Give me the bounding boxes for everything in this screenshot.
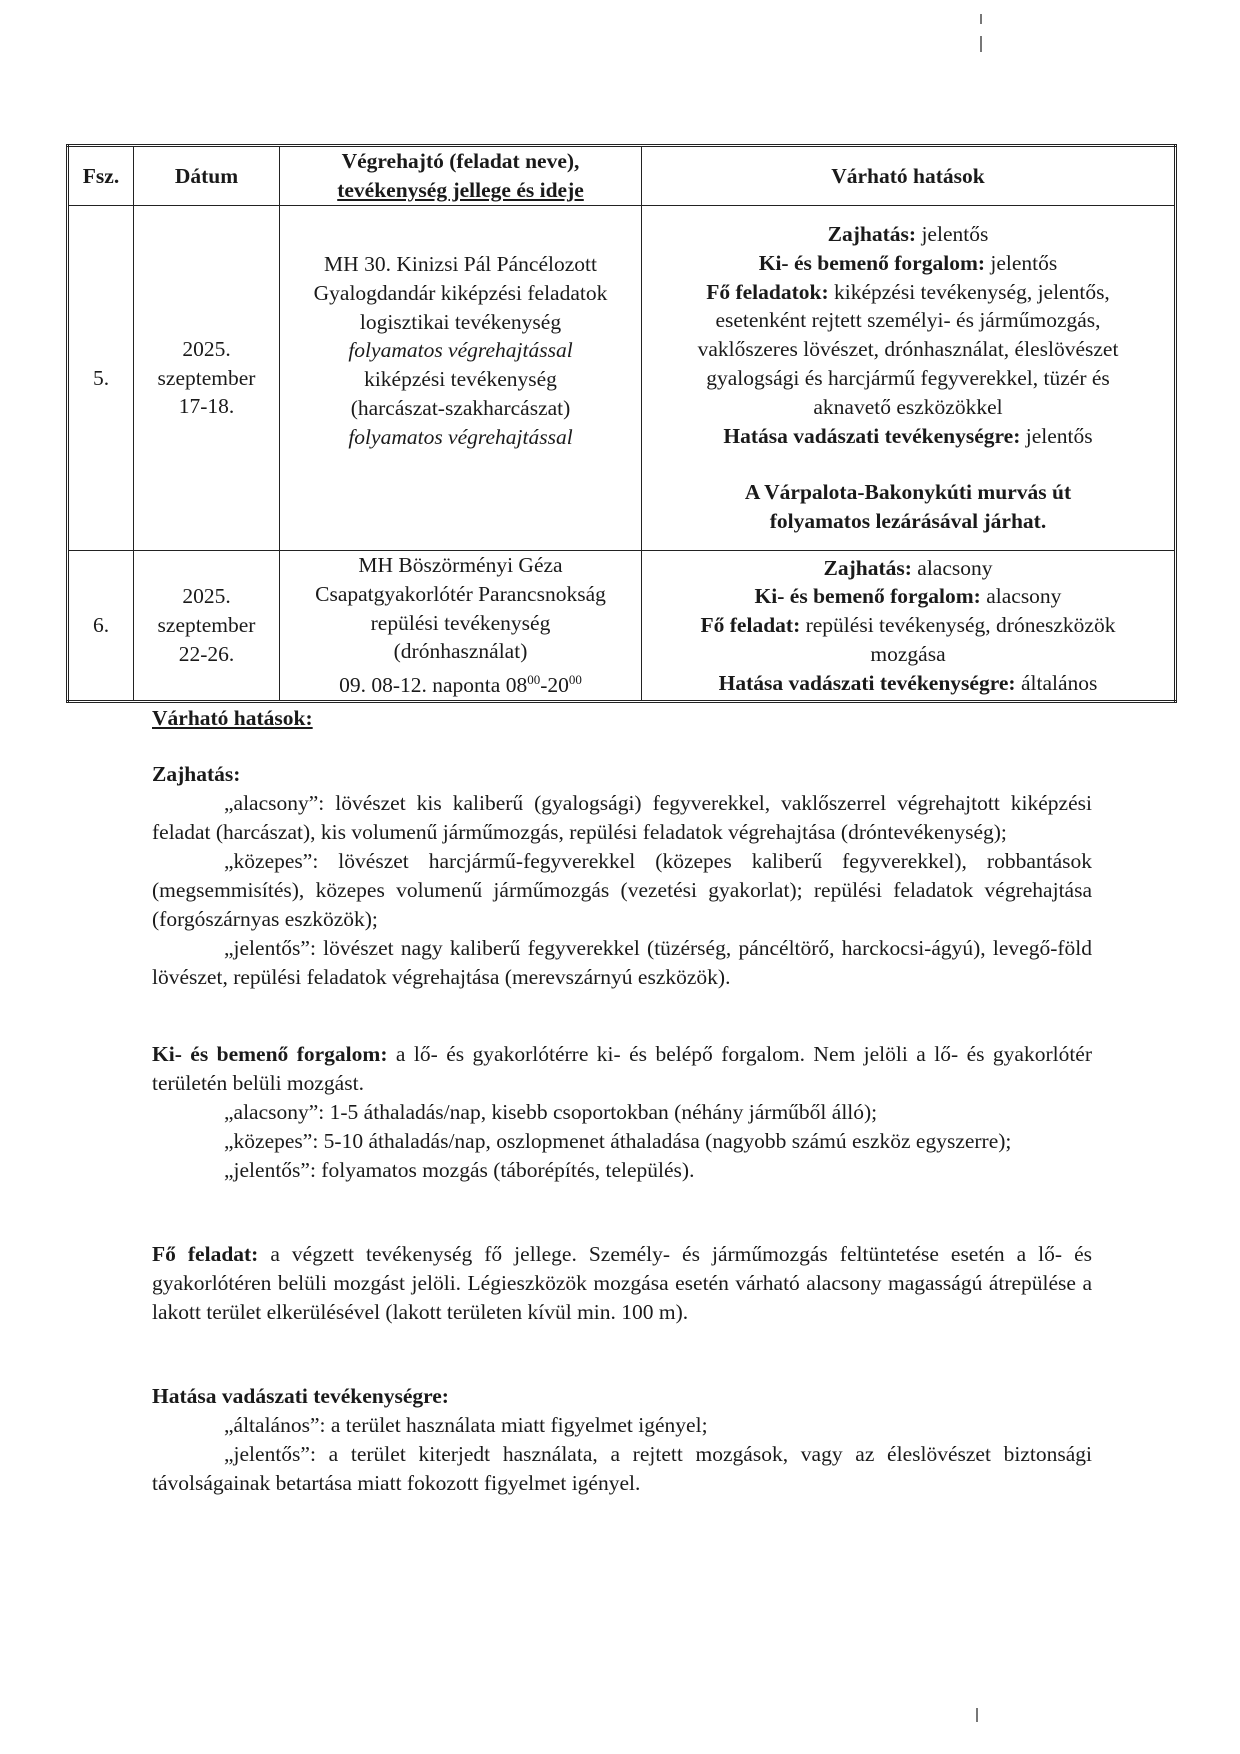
legend-traffic-intro [152, 1040, 1092, 1098]
effect-noise [646, 554, 1170, 583]
legend-traffic-medium: „közepes”: 5-10 áthaladás/nap, oszlopmenet áthaladása (nagyobb számú eszköz egyszerre); [224, 1129, 1012, 1153]
effect-noise-value: alacsony [911, 555, 993, 580]
legend-task-text: a végzett tevékenység fő jellege. Személy- és járműmozgás feltüntetése esetén a lő- és gyakorlótéren belüli mozgást jelöli. Légieszközök mozgása esetén várható alacsony magasságú átrepülése a lakott terület elkerülésével (lakott területen kívül min. 100 m). [152, 1242, 1092, 1324]
legend-noise-heading: Zajhatás: [152, 762, 241, 786]
effect-traffic-value: alacsony [980, 584, 1062, 609]
table-row [68, 551, 1176, 702]
effect-noise-value: jelentős [916, 222, 989, 247]
legend-task-heading: Fő feladat: [152, 1242, 259, 1266]
executor-line: folyamatos végrehajtással [348, 338, 573, 363]
effect-task-cont: esetenként rejtett személyi- és járműmozgás, [715, 308, 1101, 333]
effect-task-cont: aknavető eszközökkel [813, 394, 1003, 419]
effect-task [646, 611, 1170, 640]
row-executor [280, 206, 642, 551]
effect-hunting-label: Hatása vadászati tevékenységre: [718, 670, 1016, 695]
effect-traffic-label: Ki- és bemenő forgalom: [758, 250, 986, 275]
effect-traffic [646, 249, 1170, 278]
legend-title: Várható hatások: [152, 706, 313, 730]
legend-traffic-heading: Ki- és bemenő forgalom: [152, 1042, 388, 1066]
legend-noise-high: „jelentős”: lövészet nagy kaliberű fegyverekkel (tüzérség, páncéltörő, harckocsi-ágyú), levegő-föld lövészet, repülési feladatok végrehajtása (merevszárnyú eszközök). [152, 936, 1092, 989]
legend-task [152, 1240, 1092, 1327]
legend-traffic-high: „jelentős”: folyamatos mozgás (táborépítés, település). [224, 1158, 695, 1182]
legend-hunting-general: „általános”: a terület használata miatt figyelmet igényel; [224, 1413, 708, 1437]
effect-task-cont: mozgása [870, 641, 946, 666]
executor-line: kiképzési tevékenység [364, 367, 557, 392]
executor-line: Gyalogdandár kiképzési feladatok [313, 280, 608, 305]
row-effects [642, 206, 1176, 551]
row-no: 5. [68, 206, 134, 551]
header-executor-line2: tevékenység jellege és ideje [337, 178, 584, 202]
row-no: 6. [68, 551, 134, 702]
legend-traffic [152, 1040, 1092, 1185]
time-sup: 00 [568, 672, 582, 688]
date-line: 2025. [182, 336, 231, 361]
scan-mark [980, 36, 982, 52]
date-line: 22-26. [178, 641, 235, 666]
road-closure-note: folyamatos lezárásával járhat. [769, 509, 1047, 534]
row-effects [642, 551, 1176, 702]
effect-task-label: Fő feladatok: [706, 279, 829, 304]
row-executor [280, 551, 642, 702]
executor-line: MH 30. Kinizsi Pál Páncélozott [324, 252, 597, 276]
legend-traffic-intro-text: a lő- és gyakorlótérre ki- és belépő forgalom. Nem jelöli a lő- és gyakorlótér területén belüli mozgást. [152, 1042, 1093, 1095]
effect-task-label: Fő feladat: [700, 613, 801, 638]
row-date [134, 551, 280, 702]
scan-mark [976, 1708, 978, 1722]
date-line: szeptember [157, 613, 256, 638]
effect-hunting [646, 422, 1170, 451]
effect-hunting-label: Hatása vadászati tevékenységre: [723, 423, 1021, 448]
legend-task-paragraph [152, 1240, 1092, 1327]
executor-line: logisztikai tevékenység [359, 309, 562, 334]
executor-line: (harcászat-szakharcászat) [350, 395, 571, 420]
date-line: 17-18. [178, 394, 235, 419]
header-executor [280, 146, 642, 206]
effect-traffic [646, 582, 1170, 611]
legend-hunting [152, 1382, 1092, 1498]
events-table [66, 144, 1177, 703]
spacer [646, 450, 1170, 478]
effect-noise-label: Zajhatás: [823, 555, 912, 580]
date-line: szeptember [157, 365, 256, 390]
row-date [134, 206, 280, 551]
time-prefix: 09. 08-12. naponta 08 [339, 673, 528, 698]
effect-task-value: kiképzési tevékenység, jelentős, [828, 279, 1110, 304]
legend-traffic-low: „alacsony”: 1-5 áthaladás/nap, kisebb csoportokban (néhány járműből álló); [224, 1100, 878, 1124]
effect-task-value: repülési tevékenység, dróneszközök [800, 613, 1116, 638]
executor-line: Csapatgyakorlótér Parancsnokság [315, 581, 606, 606]
effect-task-cont: gyalogsági és harcjármű fegyverekkel, tüzér és [706, 366, 1110, 390]
legend-title-block [152, 704, 1092, 733]
legend-hunting-high: „jelentős”: a terület kiterjedt használata, a rejtett mozgások, vagy az éleslövészet biztonsági távolságainak betartása miatt fokozott figyelmet igényel. [152, 1442, 1092, 1495]
effect-hunting-value: általános [1015, 670, 1098, 695]
effect-hunting [646, 669, 1170, 698]
legend-noise-low: „alacsony”: lövészet kis kaliberű (gyalogsági) fegyverekkel, vaklőszerrel végrehajtott kiképzési feladat (harcászat), kis volumenű járműmozgás, repülési feladatok végrehajtása (dróntevékenység); [152, 791, 1092, 844]
road-closure-note: A Várpalota-Bakonykúti murvás út [744, 480, 1072, 505]
effect-noise-label: Zajhatás: [827, 222, 917, 247]
time-sup: 00 [527, 672, 541, 688]
executor-line: (drónhasználat) [393, 639, 528, 664]
legend-noise [152, 760, 1092, 992]
effect-noise [646, 220, 1170, 249]
header-date: Dátum [134, 146, 280, 206]
legend-hunting-heading: Hatása vadászati tevékenységre: [152, 1384, 449, 1408]
date-line: 2025. [182, 584, 231, 609]
legend-noise-medium: „közepes”: lövészet harcjármű-fegyverekkel (közepes kaliberű fegyverekkel), robbantások (megsemmisítés), közepes volumenű járműmozgás (vezetési gyakorlat); repülési feladatok végrehajtása (forgószárnyas eszközök); [152, 849, 1092, 931]
effect-traffic-value: jelentős [985, 250, 1058, 275]
header-effects: Várható hatások [642, 146, 1176, 206]
time-end: -20 [540, 673, 569, 698]
executor-line: folyamatos végrehajtással [348, 424, 573, 449]
table-row [68, 206, 1176, 551]
effect-task [646, 278, 1170, 307]
executor-line: MH Böszörményi Géza [358, 553, 563, 577]
effect-traffic-label: Ki- és bemenő forgalom: [754, 584, 981, 609]
header-executor-line1: Végrehajtó (feladat neve), [341, 149, 580, 174]
table-header-row [68, 146, 1176, 206]
executor-time [284, 666, 637, 700]
effect-hunting-value: jelentős [1020, 423, 1093, 448]
executor-line: repülési tevékenység [370, 610, 551, 635]
header-no: Fsz. [68, 146, 134, 206]
scan-mark [980, 14, 982, 24]
effect-task-cont: vaklőszeres lövészet, drónhasználat, éleslövészet [697, 337, 1119, 362]
